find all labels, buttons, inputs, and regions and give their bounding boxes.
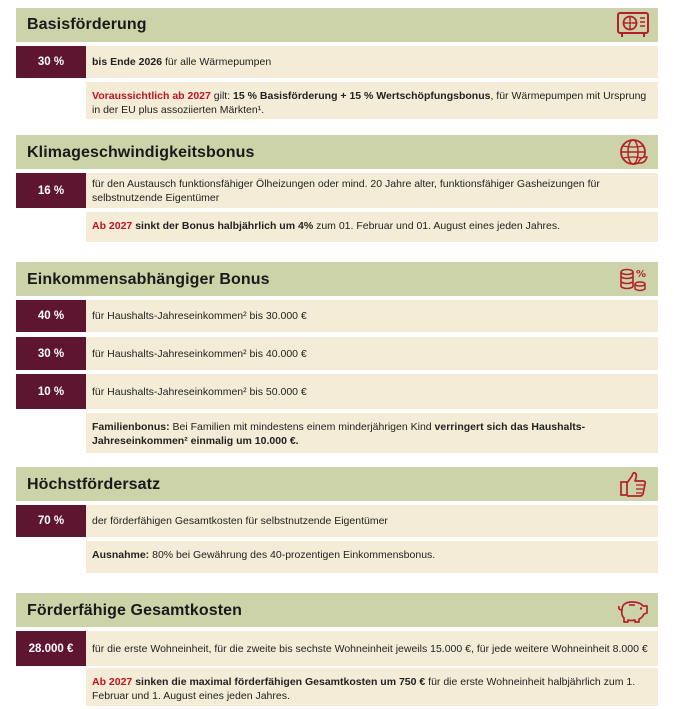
piggy-bank-icon bbox=[608, 593, 658, 627]
note-bold: sinken die maximal förderfähigen Gesamtkosten um 750 € bbox=[132, 676, 426, 688]
section-title: Basisförderung bbox=[27, 16, 147, 33]
percent-badge: 30 % bbox=[16, 337, 86, 370]
row-text: für Haushalts-Jahreseinkommen² bis 30.000 € bbox=[92, 310, 307, 322]
row-text: für den Austausch funktionsfähiger Ölheizungen oder mind. 20 Jahre alter, funktionsfähiger Gasheizungen für selbstnutzende Eigentümer bbox=[92, 177, 600, 204]
subsidy-row bbox=[86, 173, 658, 208]
note-text: gilt: bbox=[210, 90, 234, 102]
section-note bbox=[86, 82, 658, 119]
note-text: zum 01. Februar und 01. August eines jeden Jahres. bbox=[313, 220, 561, 232]
thumbs-up-icon bbox=[608, 467, 658, 501]
subsidy-row bbox=[86, 374, 658, 409]
section-header-hoechstfoerdersatz bbox=[16, 467, 643, 501]
subsidy-row bbox=[86, 46, 658, 78]
note-text: Bei Familien mit mindestens einem minderjährigen Kind bbox=[169, 421, 435, 433]
row-text: für Haushalts-Jahreseinkommen² bis 50.000 € bbox=[92, 385, 307, 398]
section-note bbox=[86, 668, 658, 706]
section-header-einkommensbonus bbox=[16, 262, 643, 296]
subsidy-row bbox=[86, 300, 658, 332]
note-highlight: Voraussichtlich ab 2027 bbox=[92, 90, 211, 102]
note-bold: Familienbonus: bbox=[92, 421, 170, 433]
note-bold: sinkt der Bonus halbjährlich um 4% bbox=[132, 220, 314, 232]
percent-badge: 10 % bbox=[16, 374, 86, 409]
section-note bbox=[86, 541, 658, 573]
subsidy-row bbox=[86, 337, 658, 370]
percent-badge: 16 % bbox=[16, 173, 86, 208]
section-header-basisfoerderung bbox=[16, 8, 643, 42]
svg-text:%: % bbox=[636, 269, 647, 280]
coins-percent-icon bbox=[608, 262, 658, 296]
note-highlight: Ab 2027 bbox=[92, 676, 133, 688]
globe-icon bbox=[608, 135, 658, 169]
section-note bbox=[86, 212, 658, 242]
section-header-gesamtkosten bbox=[16, 593, 643, 627]
section-title: Höchstfördersatz bbox=[27, 476, 161, 493]
row-text: für die erste Wohneinheit, für die zweite bis sechste Wohneinheit jeweils 15.000 €, für jede weitere Wohneinheit 8.000 € bbox=[92, 642, 648, 655]
note-text: 80% bei Gewährung des 40-prozentigen Einkommensbonus. bbox=[149, 549, 436, 561]
section-title: Einkommensabhängiger Bonus bbox=[27, 271, 270, 288]
note-bold: 15 % Basisförderung + 15 % Wertschöpfungsbonus bbox=[233, 90, 491, 102]
section-header-klimabonus bbox=[16, 135, 643, 169]
note-highlight: Ab 2027 bbox=[92, 220, 133, 232]
percent-badge: 40 % bbox=[16, 300, 86, 332]
row-bold-text: bis Ende 2026 bbox=[92, 56, 163, 68]
section-note bbox=[86, 413, 658, 453]
row-text: für Haushalts-Jahreseinkommen² bis 40.000 € bbox=[92, 347, 307, 360]
subsidy-row bbox=[86, 505, 658, 537]
row-text: der förderfähigen Gesamtkosten für selbstnutzende Eigentümer bbox=[92, 515, 388, 527]
section-title: Förderfähige Gesamtkosten bbox=[27, 602, 242, 619]
percent-badge: 28.000 € bbox=[16, 631, 86, 666]
note-bold: verringert sich das Haushalts-Jahreseinkommen² einmalig um 10.000 €. bbox=[92, 421, 586, 447]
percent-badge: 70 % bbox=[16, 505, 86, 537]
note-bold: Ausnahme: bbox=[92, 549, 150, 561]
subsidy-row bbox=[86, 631, 658, 666]
note-text: , für Wärmepumpen mit Ursprung in der EU plus assoziierten Märkten¹. bbox=[92, 90, 647, 116]
row-text: für alle Wärmepumpen bbox=[162, 56, 272, 68]
note-text: für die erste Wohneinheit halbjährlich zum 1. Februar und 1. August eines jeden Jahres. bbox=[92, 676, 636, 702]
section-title: Klimageschwindigkeitsbonus bbox=[27, 144, 255, 161]
percent-badge: 30 % bbox=[16, 46, 86, 78]
heat-pump-icon bbox=[608, 8, 658, 42]
